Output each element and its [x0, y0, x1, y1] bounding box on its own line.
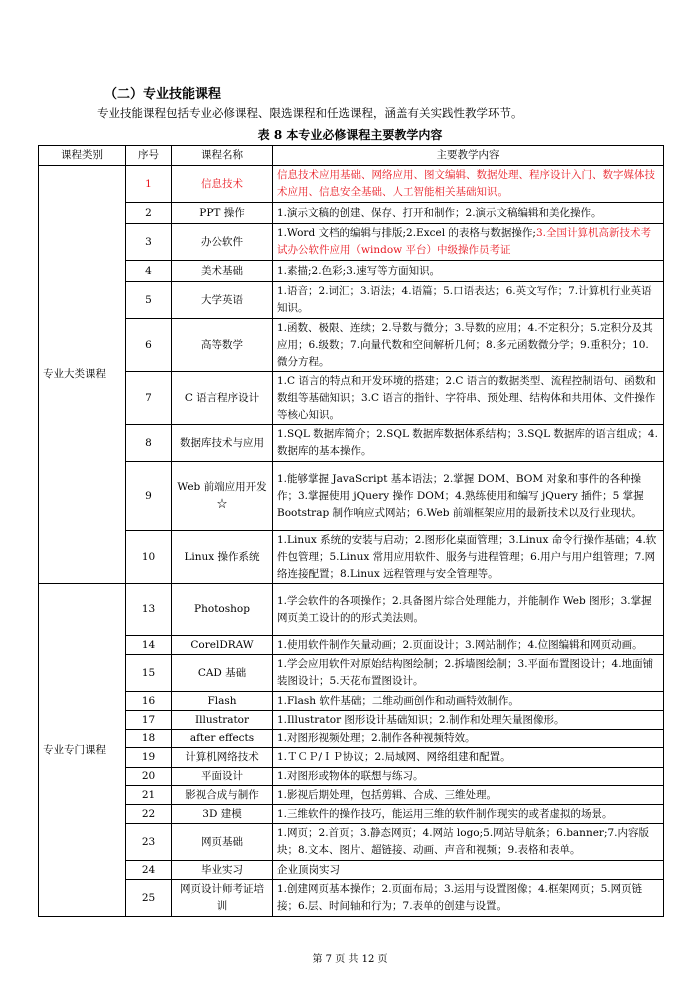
course-content [273, 224, 664, 261]
row-number: 1 [126, 166, 172, 203]
course-name: after effects [172, 730, 273, 748]
content-segment: 1.ＴＣＰ/ＩＰ协议；2.局域网、网络组建和配置。 [277, 751, 511, 763]
table-row [39, 655, 664, 692]
course-content [273, 636, 664, 655]
course-name: 数据库技术与应用 [172, 425, 273, 462]
table-row [39, 224, 664, 261]
course-content [273, 372, 664, 425]
course-content [273, 711, 664, 730]
course-content [273, 692, 664, 711]
table-row [39, 880, 664, 917]
row-number: 18 [126, 730, 172, 748]
content-segment: 1.Illustrator 图形设计基础知识；2.制作和处理矢量图像形。 [277, 713, 565, 726]
table-row [39, 805, 664, 824]
table-row [39, 692, 664, 711]
course-content [273, 462, 664, 531]
row-number: 19 [126, 748, 172, 768]
header-name: 课程名称 [172, 146, 273, 166]
course-name: Photoshop [172, 584, 273, 636]
content-segment: 1.三维软件的操作技巧，能运用三维的软件制作现实的或者虚拟的场景。 [277, 807, 613, 820]
table-row [39, 636, 664, 655]
course-name: CorelDRAW [172, 636, 273, 655]
content-segment: 1.对图形或物体的联想与练习。 [277, 770, 424, 782]
category-cell: 专业专门课程 [39, 584, 126, 917]
course-name: 信息技术 [172, 166, 273, 203]
table-body [39, 166, 664, 917]
course-content [273, 203, 664, 224]
course-content [273, 584, 664, 636]
table-row [39, 319, 664, 372]
row-number: 25 [126, 880, 172, 917]
header-category: 课程类别 [39, 146, 126, 166]
table-row [39, 282, 664, 319]
course-content [273, 768, 664, 786]
table-row [39, 748, 664, 768]
course-name: 计算机网络技术 [172, 748, 273, 768]
course-name: Flash [172, 692, 273, 711]
content-segment: 1.创建网页基本操作；2.页面布局；3.运用与设置图像；4.框架网页；5.网页链接；6.层、时间轴和行为；7.表单的创建与设置。 [277, 883, 643, 912]
course-content [273, 319, 664, 372]
page-footer: 第 7 页 共 12 页 [312, 954, 388, 965]
table-row [39, 531, 664, 584]
table-row [39, 768, 664, 786]
row-number: 22 [126, 805, 172, 824]
row-number: 23 [126, 824, 172, 861]
table-row [39, 372, 664, 425]
course-content [273, 166, 664, 203]
course-content [273, 786, 664, 805]
row-number: 7 [126, 372, 172, 425]
course-content [273, 655, 664, 692]
course-name: Web 前端应用开发☆ [172, 462, 273, 531]
header-content: 主要教学内容 [273, 146, 664, 166]
course-content [273, 824, 664, 861]
row-number: 5 [126, 282, 172, 319]
course-name: 高等数学 [172, 319, 273, 372]
content-segment: 1.Word 文档的编辑与排版;2.Excel 的表格与数据操作; [277, 227, 536, 239]
content-segment: 1.Flash 软件基础；二维动画创作和动画特效制作。 [277, 694, 519, 707]
table-row [39, 261, 664, 282]
row-number: 17 [126, 711, 172, 730]
table-row [39, 786, 664, 805]
row-number: 13 [126, 584, 172, 636]
row-number: 14 [126, 636, 172, 655]
table-row [39, 711, 664, 730]
content-segment: 1.网页；2.首页；3.静态网页；4.网站 logo;5.网站导航条；6.banner;7.内容版块；8.文本、图片、超链接、动画、声音和视频；9.表格和表单。 [277, 827, 650, 856]
header-num: 序号 [126, 146, 172, 166]
course-content [273, 805, 664, 824]
table-row [39, 861, 664, 880]
content-segment: 1.SQL 数据库简介；2.SQL 数据库数据体系结构；3.SQL 数据库的语言组成；4.数据库的基本操作。 [277, 428, 658, 457]
table-row [39, 166, 664, 203]
table-row [39, 462, 664, 531]
course-name: 毕业实习 [172, 861, 273, 880]
course-content [273, 261, 664, 282]
row-number: 10 [126, 531, 172, 584]
course-name: CAD 基础 [172, 655, 273, 692]
content-segment: 1.演示文稿的创建、保存、打开和制作；2.演示文稿编辑和美化操作。 [277, 206, 602, 219]
table-caption: 表 8 本专业必修课程主要教学内容 [257, 128, 443, 142]
course-content [273, 730, 664, 748]
content-segment: 1.影视后期处理，包括剪辑、合成、三维处理。 [277, 788, 498, 801]
course-name: PPT 操作 [172, 203, 273, 224]
course-name: 3D 建模 [172, 805, 273, 824]
intro-paragraph: 专业技能课程包括专业必修课程、限选课程和任选课程，涵盖有关实践性教学环节。 [97, 106, 523, 120]
row-number: 24 [126, 861, 172, 880]
course-name: Illustrator [172, 711, 273, 730]
course-content [273, 748, 664, 768]
content-segment: 1.能够掌握 JavaScript 基本语法；2.掌握 DOM、BOM 对象和事件的各种操作；3.掌握使用 jQuery 操作 DOM；4.熟练使用和编写 jQuery 插件；5 掌握 Bootstrap 制作响应式网站；6.Web 前端框架应用的最新技术以及行业现状。 [277, 472, 644, 519]
course-name: 美术基础 [172, 261, 273, 282]
content-segment: 1.语音；2.词汇；3.语法；4.语篇；5.口语表达；6.英文写作；7.计算机行业英语知识。 [277, 285, 652, 314]
course-table [38, 145, 664, 917]
content-segment: 1.函数、极限、连续；2.导数与微分；3.导数的应用；4.不定积分；5.定积分及其应用；6.级数；7.向量代数和空间解析几何；8.多元函数微分学；9.重积分；10.微分方程。 [277, 321, 653, 368]
course-name: 大学英语 [172, 282, 273, 319]
row-number: 9 [126, 462, 172, 531]
table-row [39, 425, 664, 462]
content-segment: 1.学会软件的各项操作；2.具备图片综合处理能力，并能制作 Web 图形；3.掌握网页美工设计的的形式美法则。 [277, 594, 652, 624]
table-row [39, 584, 664, 636]
course-content [273, 282, 664, 319]
table-row [39, 824, 664, 861]
content-segment: 1.学会应用软件对原始结构图绘制；2.拆墙图绘制；3.平面布置图设计；4.地面铺装图设计；5.天花布置图设计。 [277, 658, 654, 687]
row-number: 2 [126, 203, 172, 224]
row-number: 16 [126, 692, 172, 711]
table-row [39, 203, 664, 224]
row-number: 6 [126, 319, 172, 372]
course-name: 网页设计师考证培训 [172, 880, 273, 917]
course-content [273, 531, 664, 584]
content-segment: 1.素描;2.色彩;3.速写等方面知识。 [277, 264, 441, 277]
course-name: 办公软件 [172, 224, 273, 261]
row-number: 4 [126, 261, 172, 282]
course-name: Linux 操作系统 [172, 531, 273, 584]
table-row [39, 730, 664, 748]
content-segment: 企业顶岗实习 [277, 863, 340, 876]
course-content [273, 861, 664, 880]
content-segment: 1.Linux 系统的安装与启动；2.图形化桌面管理；3.Linux 命令行操作基础；4.软件包管理；5.Linux 常用应用软件、服务与进程管理；6.用户与用户组管理；7.网络连接配置；8.Linux 远程管理与安全管理等。 [277, 533, 657, 580]
content-segment: 3.全国计算机高新技术考试办公软件应用（window 平台）中级操作员考证 [277, 227, 651, 256]
row-number: 15 [126, 655, 172, 692]
row-number: 3 [126, 224, 172, 261]
course-content [273, 880, 664, 917]
content-segment: 1.对图形视频处理；2.制作各种视频特效。 [277, 732, 476, 744]
course-name: 平面设计 [172, 768, 273, 786]
course-name: C 语言程序设计 [172, 372, 273, 425]
row-number: 21 [126, 786, 172, 805]
content-segment: 1.C 语言的特点和开发环境的搭建；2.C 语言的数据类型、流程控制语句、函数和数组等基础知识；3.C 语言的指针、字符串、预处理、结构体和共用体、文件操作等核心知识。 [277, 374, 656, 421]
course-name: 网页基础 [172, 824, 273, 861]
row-number: 8 [126, 425, 172, 462]
table-header-row [39, 146, 664, 166]
content-segment: 信息技术应用基础、网络应用、图文编辑、数据处理、程序设计入门、数字媒体技术应用、信息安全基础、人工智能相关基础知识。 [277, 169, 655, 198]
course-name: 影视合成与制作 [172, 786, 273, 805]
content-segment: 1.使用软件制作矢量动画；2.页面设计；3.网站制作；4.位图编辑和网页动画。 [277, 638, 643, 651]
course-content [273, 425, 664, 462]
category-cell: 专业大类课程 [39, 166, 126, 584]
section-heading: （二）专业技能课程 [104, 87, 222, 102]
row-number: 20 [126, 768, 172, 786]
